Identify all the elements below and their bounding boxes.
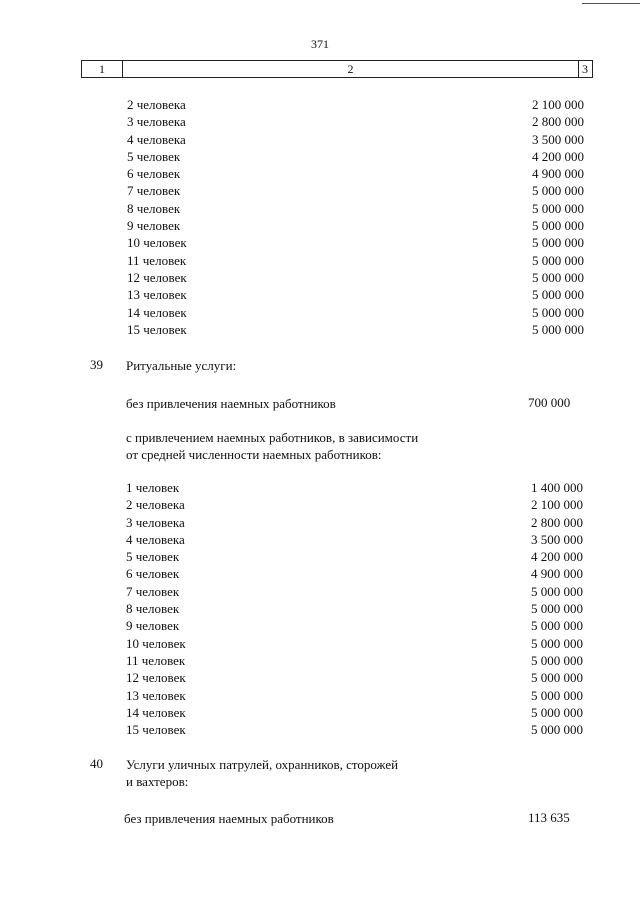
- employee-count-label: 5 человек: [126, 549, 180, 565]
- list-item: [0, 600, 640, 617]
- column-header-row: [81, 60, 593, 78]
- list-item: [0, 217, 640, 234]
- amount-value: 5 000 000: [532, 287, 584, 303]
- amount-value: 4 900 000: [532, 166, 584, 182]
- employee-count-label: 13 человек: [127, 287, 187, 303]
- amount-value: 5 000 000: [532, 252, 584, 268]
- employee-count-label: 14 человек: [126, 704, 186, 720]
- list-item: [0, 704, 640, 721]
- amount-value: 5 000 000: [531, 652, 583, 668]
- list-item: [0, 148, 640, 165]
- amount-value: 5 000 000: [532, 183, 584, 199]
- section-39-list: [0, 479, 640, 738]
- employee-count-label: 8 человек: [126, 601, 180, 617]
- list-item: [0, 669, 640, 686]
- amount-value: 3 500 000: [532, 131, 584, 147]
- list-item: [0, 182, 640, 199]
- amount-value: 1 400 000: [531, 480, 583, 495]
- list-item: [0, 304, 640, 321]
- amount-value: 5 000 000: [531, 583, 583, 599]
- employee-count-label: 12 человек: [127, 269, 187, 285]
- amount-value: 5 000 000: [531, 635, 583, 651]
- amount-value: 2 800 000: [531, 514, 583, 530]
- employee-count-label: 15 человек: [126, 722, 186, 738]
- list-item: [0, 721, 640, 738]
- list-item: [0, 252, 640, 269]
- employee-count-label: 6 человек: [126, 566, 180, 582]
- list-item: [0, 635, 640, 652]
- amount-value: 4 200 000: [531, 549, 583, 565]
- section-39-title: Ритуальные услуги:: [126, 358, 237, 373]
- list-item: [0, 200, 640, 217]
- list-item: [0, 96, 640, 113]
- employee-count-label: 11 человек: [126, 652, 186, 668]
- employee-count-label: 11 человек: [127, 252, 187, 268]
- amount-value: 4 200 000: [532, 148, 584, 164]
- amount-value: 5 000 000: [532, 269, 584, 285]
- list-item: [0, 617, 640, 634]
- list-item: [0, 565, 640, 582]
- employee-count-label: 2 человека: [127, 97, 186, 112]
- amount-value: 2 800 000: [532, 114, 584, 130]
- employee-count-label: 12 человек: [126, 670, 186, 686]
- employee-count-label: 2 человека: [126, 497, 185, 513]
- list-item: [0, 531, 640, 548]
- list-item: [0, 548, 640, 565]
- employee-count-label: 1 человек: [126, 480, 180, 495]
- top-rule: [582, 3, 640, 4]
- amount-value: 5 000 000: [531, 618, 583, 634]
- list-item: [0, 652, 640, 669]
- employee-count-label: 3 человека: [127, 114, 186, 130]
- list-item: [0, 234, 640, 251]
- employee-count-label: 6 человек: [127, 166, 181, 182]
- section-40-without-value: 113 635: [528, 810, 570, 825]
- amount-value: 4 900 000: [531, 566, 583, 582]
- list-item: [0, 496, 640, 513]
- employee-count-label: 10 человек: [127, 235, 187, 251]
- column-header-1: 1: [99, 62, 105, 76]
- column-header-3: 3: [582, 62, 588, 76]
- employee-count-label: 4 человека: [126, 531, 185, 547]
- employee-count-label: 4 человека: [127, 131, 186, 147]
- section-40-without-label: без привлечения наемных работников: [124, 811, 334, 826]
- employee-count-label: 9 человек: [127, 218, 181, 234]
- amount-value: 5 000 000: [532, 235, 584, 251]
- employee-count-label: 5 человек: [127, 148, 181, 164]
- column-header-3-cell: [579, 61, 592, 77]
- list-item: [0, 514, 640, 531]
- page-number: 371: [311, 37, 329, 51]
- section-40-title-line1: Услуги уличных патрулей, охранников, сторожей: [126, 757, 399, 772]
- employee-count-label: 7 человек: [127, 183, 181, 199]
- section-40-number: 40: [90, 756, 103, 771]
- employee-count-label: 7 человек: [126, 583, 180, 599]
- amount-value: 5 000 000: [531, 704, 583, 720]
- amount-value: 5 000 000: [531, 687, 583, 703]
- amount-value: 5 000 000: [532, 218, 584, 234]
- list-item: [0, 269, 640, 286]
- employee-count-label: 10 человек: [126, 635, 186, 651]
- section-39-without-value: 700 000: [528, 395, 571, 410]
- section-39-with-line2: от средней численности наемных работников:: [126, 447, 382, 462]
- list-item: [0, 583, 640, 600]
- list-item: [0, 479, 640, 496]
- section-40-title-line2: и вахтеров:: [126, 774, 189, 789]
- employee-count-label: 13 человек: [126, 687, 186, 703]
- section-39-with-line1: с привлечением наемных работников, в зависимости: [126, 430, 419, 445]
- amount-value: 3 500 000: [531, 531, 583, 547]
- employee-count-label: 9 человек: [126, 618, 180, 634]
- section-39-number: 39: [90, 357, 103, 372]
- list-item: [0, 113, 640, 130]
- amount-value: 2 100 000: [531, 497, 583, 513]
- employee-count-label: 15 человек: [127, 321, 187, 337]
- amount-value: 5 000 000: [532, 304, 584, 320]
- block-a-list: [0, 96, 640, 338]
- amount-value: 5 000 000: [532, 321, 584, 337]
- amount-value: 5 000 000: [532, 200, 584, 216]
- list-item: [0, 286, 640, 303]
- list-item: [0, 165, 640, 182]
- employee-count-label: 8 человек: [127, 200, 181, 216]
- amount-value: 5 000 000: [531, 722, 583, 738]
- amount-value: 5 000 000: [531, 601, 583, 617]
- list-item: [0, 321, 640, 338]
- section-39-without-label: без привлечения наемных работников: [126, 396, 336, 411]
- employee-count-label: 14 человек: [127, 304, 187, 320]
- column-header-2: 2: [122, 61, 579, 77]
- employee-count-label: 3 человека: [126, 514, 185, 530]
- amount-value: 2 100 000: [532, 97, 584, 112]
- list-item: [0, 131, 640, 148]
- amount-value: 5 000 000: [531, 670, 583, 686]
- list-item: [0, 687, 640, 704]
